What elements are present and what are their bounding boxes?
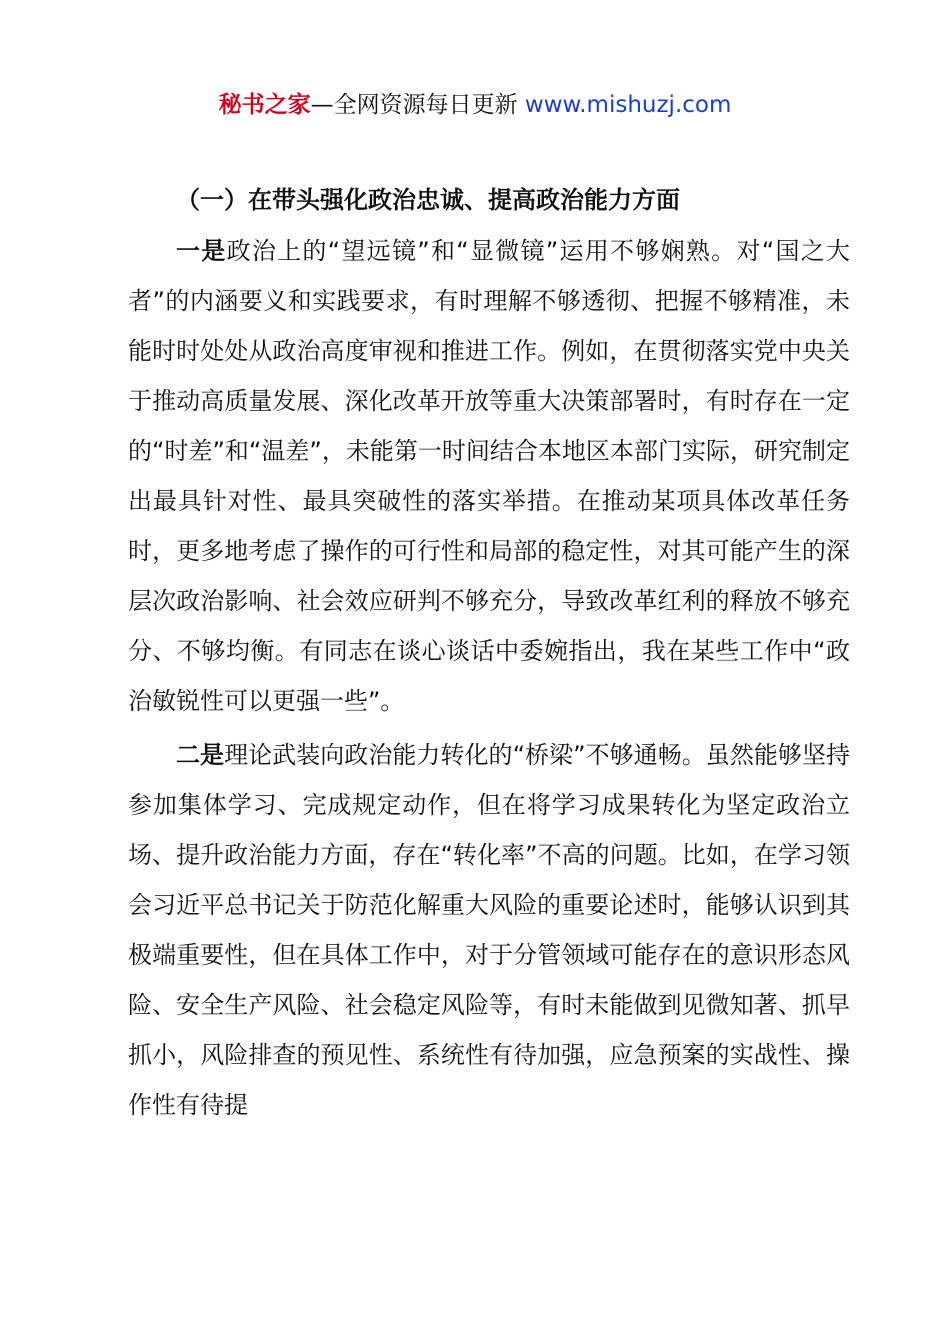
site-header	[0, 88, 950, 122]
section-heading: （一）在带头强化政治忠诚、提高政治能力方面	[176, 186, 680, 214]
paragraph-2	[128, 730, 850, 1130]
paragraph-1-text: 政治上的“望远镜”和“显微镜”运用不够娴熟。对“国之大者”的内涵要义和实践要求，有时理解不够透彻、把握不够精准，未能时时处处从政治高度审视和推进工作。例如，在贯彻落实党中央关于推动高质量发展、深化改革开放等重大决策部署时，有时存在一定的“时差”和“温差”，未能第一时间结合本地区本部门实际，研究制定出最具针对性、最具突破性的落实举措。在推动某项具体改革任务时，更多地考虑了操作的可行性和局部的稳定性，对其可能产生的深层次政治影响、社会效应研判不够充分，导致改革红利的释放不够充分、不够均衡。有同志在谈心谈话中委婉指出，我在某些工作中“政治敏锐性可以更强一些”。	[128, 237, 850, 715]
paragraph-2-text: 理论武装向政治能力转化的“桥梁”不够通畅。虽然能够坚持参加集体学习、完成规定动作，但在将学习成果转化为坚定政治立场、提升政治能力方面，存在“转化率”不高的问题。比如，在学习领会习近平总书记关于防范化解重大风险的重要论述时，能够认识到其极端重要性，但在具体工作中，对于分管领域可能存在的意识形态风险、安全生产风险、社会稳定风险等，有时未能做到见微知著、抓早抓小，风险排查的预见性、系统性有待加强，应急预案的实战性、操作性有待提	[128, 741, 851, 1119]
header-tagline: —全网资源每日更新	[310, 92, 518, 118]
paragraph-1-lead: 一是	[176, 237, 227, 265]
paragraph-2-lead: 二是	[176, 741, 225, 769]
brand-name: 秘书之家	[218, 92, 311, 118]
site-url-link[interactable]: www.mishuzj.com	[524, 92, 732, 118]
document-body	[128, 180, 850, 1134]
paragraph-1	[128, 226, 850, 726]
